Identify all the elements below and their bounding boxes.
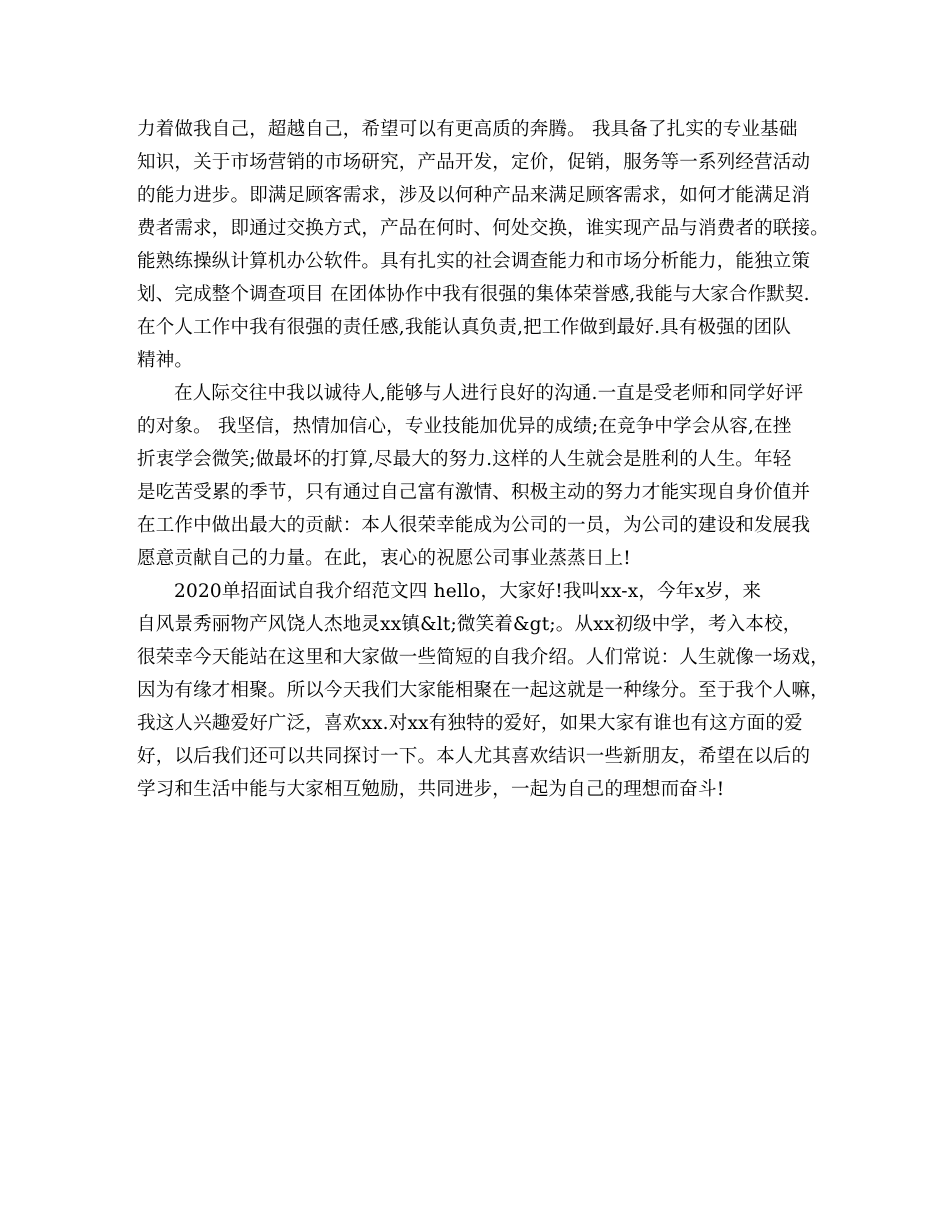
body-text [137, 113, 827, 806]
paragraph-start-line: 在人际交往中我以诚待人,能够与人进行良好的沟通.一直是受老师和同学好评 [174, 383, 804, 404]
text-line: 能熟练操纵计算机办公软件。具有扎实的社会调查能力和市场分析能力，能独立策 [137, 251, 811, 272]
text-line: 好，以后我们还可以共同探讨一下。本人尤其喜欢结识一些新朋友，希望在以后的 [137, 746, 811, 767]
text-line: 愿意贡献自己的力量。在此，衷心的祝愿公司事业蒸蒸日上! [137, 548, 631, 569]
text-line: 是吃苦受累的季节，只有通过自己富有激情、积极主动的努力才能实现自身价值并 [137, 482, 811, 503]
text-line: 折衷学会微笑;做最坏的打算,尽最大的努力.这样的人生就会是胜利的人生。年轻 [137, 449, 792, 470]
text-line: 在个人工作中我有很强的责任感,我能认真负责,把工作做到最好.具有极强的团队 [137, 317, 792, 338]
paragraph-start-line: 2020单招面试自我介绍范文四 hello，大家好!我叫xx-x，今年x岁，来 [174, 581, 762, 602]
text-line: 自风景秀丽物产风饶人杰地灵xx镇&lt;微笑着&gt;。从xx初级中学，考入本校， [137, 614, 802, 635]
text-line: 的对象。 我坚信，热情加信心，专业技能加优异的成绩;在竞争中学会从容,在挫 [137, 416, 792, 437]
text-line: 费者需求，即通过交换方式，产品在何时、何处交换，谁实现产品与消费者的联接。 [137, 218, 829, 239]
text-line: 精神。 [137, 350, 194, 371]
text-line: 知识，关于市场营销的市场研究，产品开发，定价，促销，服务等一系列经营活动 [137, 152, 811, 173]
text-line: 很荣幸今天能站在这里和大家做一些简短的自我介绍。人们常说：人生就像一场戏， [137, 647, 829, 668]
text-line: 学习和生活中能与大家相互勉励，共同进步，一起为自己的理想而奋斗! [137, 779, 725, 800]
text-line: 力着做我自己，超越自己，希望可以有更高质的奔腾。 我具备了扎实的专业基础 [137, 119, 798, 140]
text-line: 因为有缘才相聚。所以今天我们大家能相聚在一起这就是一种缘分。至于我个人嘛， [137, 680, 829, 701]
text-line: 我这人兴趣爱好广泛，喜欢xx.对xx有独特的爱好，如果大家有谁也有这方面的爱 [137, 713, 803, 734]
text-line: 在工作中做出最大的贡献：本人很荣幸能成为公司的一员，为公司的建设和发展我 [137, 515, 811, 536]
text-line: 的能力进步。即满足顾客需求，涉及以何种产品来满足顾客需求，如何才能满足消 [137, 185, 811, 206]
text-line: 划、完成整个调查项目 在团体协作中我有很强的集体荣誉感,我能与大家合作默契. [137, 284, 810, 305]
